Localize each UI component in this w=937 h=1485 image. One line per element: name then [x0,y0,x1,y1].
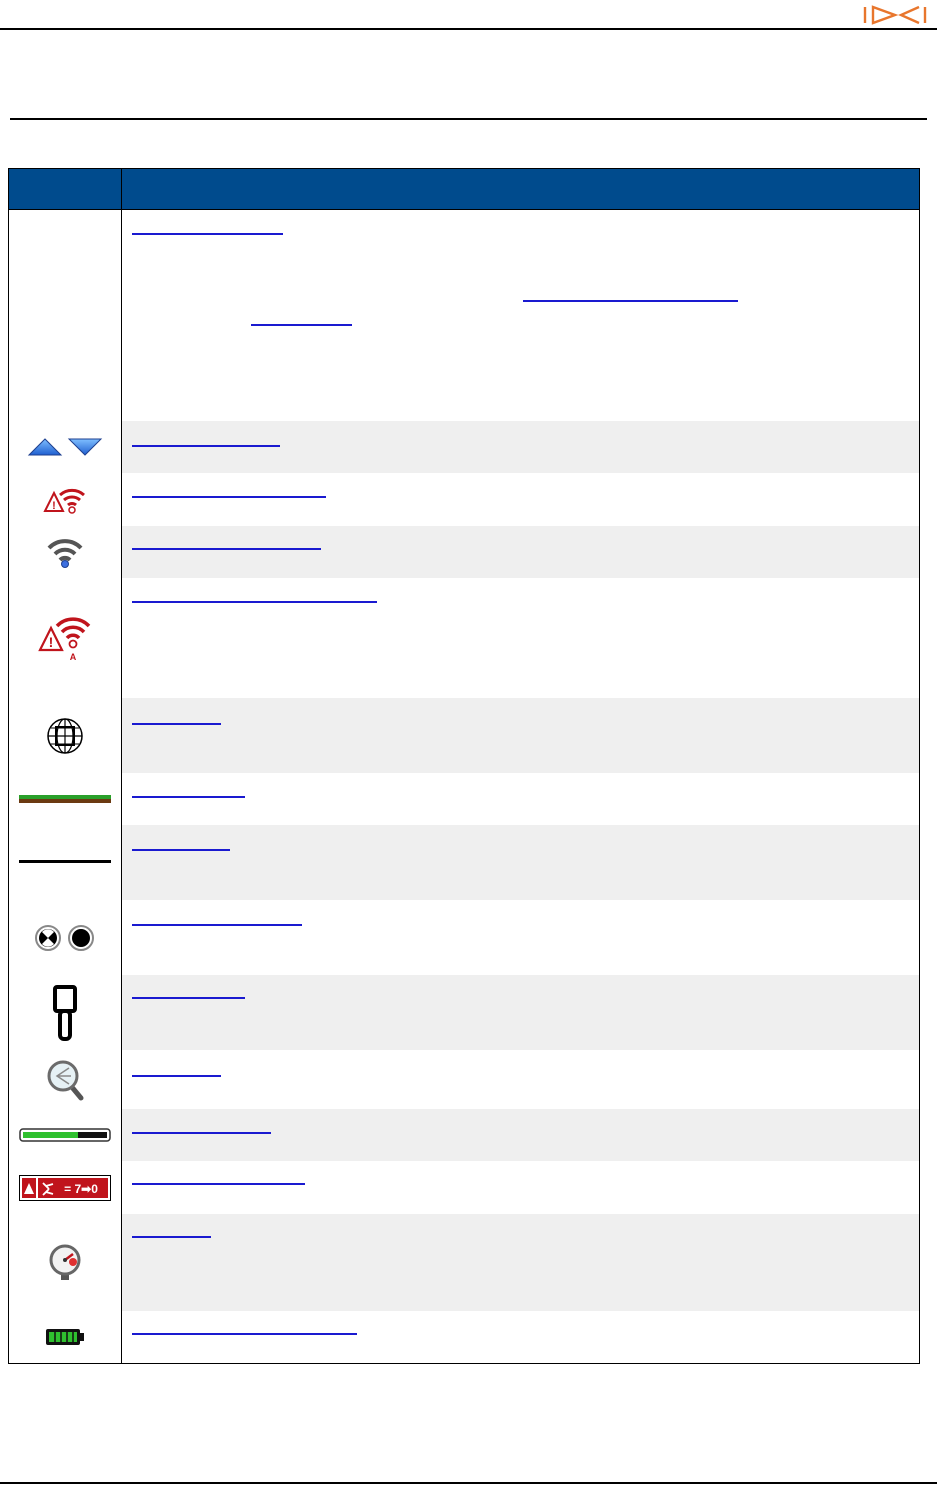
table-row [9,1109,920,1161]
reference-link[interactable] [251,324,352,326]
table-row [9,900,920,975]
description-cell [122,900,920,975]
reference-link[interactable] [132,1333,357,1335]
reference-link[interactable] [132,601,377,603]
pressure-gauge-icon [48,1244,82,1282]
icon-cell [9,773,122,825]
globe-icon [45,716,85,756]
icon-cell [9,421,122,473]
header-rule [0,28,937,30]
reference-link[interactable] [132,1236,211,1238]
table-row [9,773,920,825]
icon-table [8,168,920,1364]
tool-icon [50,983,80,1043]
footer-rule [0,1482,937,1484]
magnifier-icon [45,1058,85,1102]
target-balls-icon [33,923,97,953]
icon-cell [9,825,122,900]
table-row [9,975,920,1050]
section-rule [10,118,927,120]
reference-link[interactable] [523,300,738,302]
warning-banner-text: = 7➡0 [64,1181,98,1196]
icon-cell [9,473,122,526]
reference-link[interactable] [132,1075,221,1077]
header-cell-icon [9,169,122,210]
table-row [9,1161,920,1214]
reference-link[interactable] [132,445,280,447]
signal-warning-a-icon [37,614,93,662]
description-cell [122,1161,920,1214]
description-cell [122,1050,920,1109]
icon-cell [9,1109,122,1161]
description-cell [122,578,920,698]
table-row [9,526,920,578]
header-cell-description [122,169,920,210]
black-line-icon [19,859,111,865]
icon-cell [9,578,122,698]
description-cell [122,825,920,900]
description-cell [122,773,920,825]
svg-text:!: ! [48,634,54,650]
description-cell [122,698,920,773]
table-row [9,210,920,422]
icon-cell [9,1311,122,1364]
description-cell [122,1214,920,1311]
dci-logo [861,4,929,26]
description-cell [122,1109,920,1161]
description-cell [122,1311,920,1364]
description-cell [122,421,920,473]
icon-cell [9,1161,122,1214]
icon-cell [9,900,122,975]
table-row [9,1214,920,1311]
table-row [9,1311,920,1364]
icon-cell [9,526,122,578]
table-row [9,578,920,698]
up-down-arrows-icon [25,435,105,459]
table-header [9,169,920,210]
reference-link[interactable] [132,548,321,550]
description-cell [122,526,920,578]
table-row [9,1050,920,1109]
ground-line-icon [19,794,111,804]
table-row [9,421,920,473]
description-cell [122,210,920,422]
reference-link[interactable] [132,1183,305,1185]
reference-link[interactable] [132,796,245,798]
reference-link[interactable] [132,723,221,725]
icon-cell [9,210,122,422]
reference-link[interactable] [132,496,326,498]
table-row [9,698,920,773]
signal-warning-icon [42,485,88,515]
table-row [9,825,920,900]
svg-text:!: ! [52,499,56,512]
battery-icon [45,1328,85,1346]
progress-bar-icon [19,1128,111,1142]
svg-text:A: A [69,652,77,662]
icon-cell [9,975,122,1050]
icon-cell [9,1214,122,1311]
reference-link[interactable] [132,233,283,235]
reference-link[interactable] [132,849,230,851]
reference-link[interactable] [132,997,245,999]
warning-banner-icon [19,1175,111,1201]
reference-link[interactable] [132,1132,271,1134]
signal-icon [45,536,85,568]
icon-cell [9,698,122,773]
icon-cell [9,1050,122,1109]
description-cell [122,473,920,526]
table-row [9,473,920,526]
description-cell [122,975,920,1050]
reference-link[interactable] [132,924,302,926]
